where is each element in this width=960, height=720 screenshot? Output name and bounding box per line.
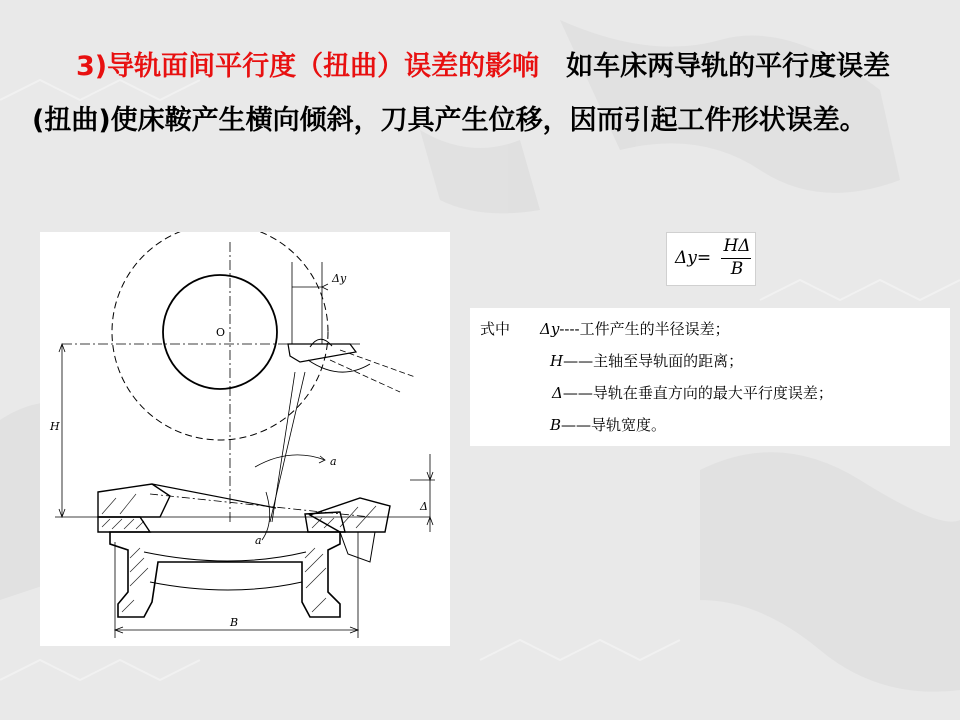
legend-text: 工件产生的半径误差；	[579, 320, 730, 338]
label-angle-a-top: a	[330, 455, 337, 468]
label-angle-a-bottom: a	[255, 534, 262, 547]
formula-numerator: HΔ	[723, 236, 751, 256]
legend-dash: ——	[563, 352, 594, 370]
legend-row-delta-y	[540, 318, 730, 339]
formula-denominator: B	[730, 259, 744, 279]
legend-dash: ——	[562, 384, 593, 402]
legend-row-h	[550, 350, 743, 371]
legend-box	[470, 308, 950, 446]
label-delta-y: Δy	[332, 272, 347, 285]
heading-body: 如车床两导轨的平行度误差(扭曲)使床鞍产生横向倾斜，刀具产生位移，因而引起工件形状误差。	[32, 51, 891, 136]
heading-highlight: 3)导轨面间平行度（扭曲）误差的影响	[76, 51, 540, 82]
lathe-cross-section-figure	[40, 232, 450, 646]
legend-text: 导轨在垂直方向的最大平行度误差；	[592, 384, 833, 402]
label-delta: Δ	[420, 500, 428, 513]
legend-dash: ——	[561, 416, 592, 434]
legend-symbol: Δ	[552, 384, 563, 402]
formula-lhs: Δy=	[675, 248, 712, 268]
legend-symbol: B	[550, 416, 562, 434]
heading-paragraph	[32, 40, 922, 148]
legend-symbol: Δy	[540, 320, 560, 338]
label-b: B	[230, 616, 239, 629]
legend-symbol: H	[550, 352, 564, 370]
legend-row-b	[550, 414, 666, 435]
label-center-o: O	[216, 326, 226, 339]
legend-text: 导轨宽度。	[591, 416, 667, 434]
figure-drawing	[40, 232, 450, 646]
legend-row-delta	[552, 382, 833, 403]
legend-dash: ----	[559, 320, 580, 338]
label-h: H	[50, 420, 60, 433]
legend-text: 主轴至导轨面的距离；	[593, 352, 744, 370]
formula-box	[666, 232, 756, 286]
legend-prefix: 式中	[480, 320, 511, 338]
